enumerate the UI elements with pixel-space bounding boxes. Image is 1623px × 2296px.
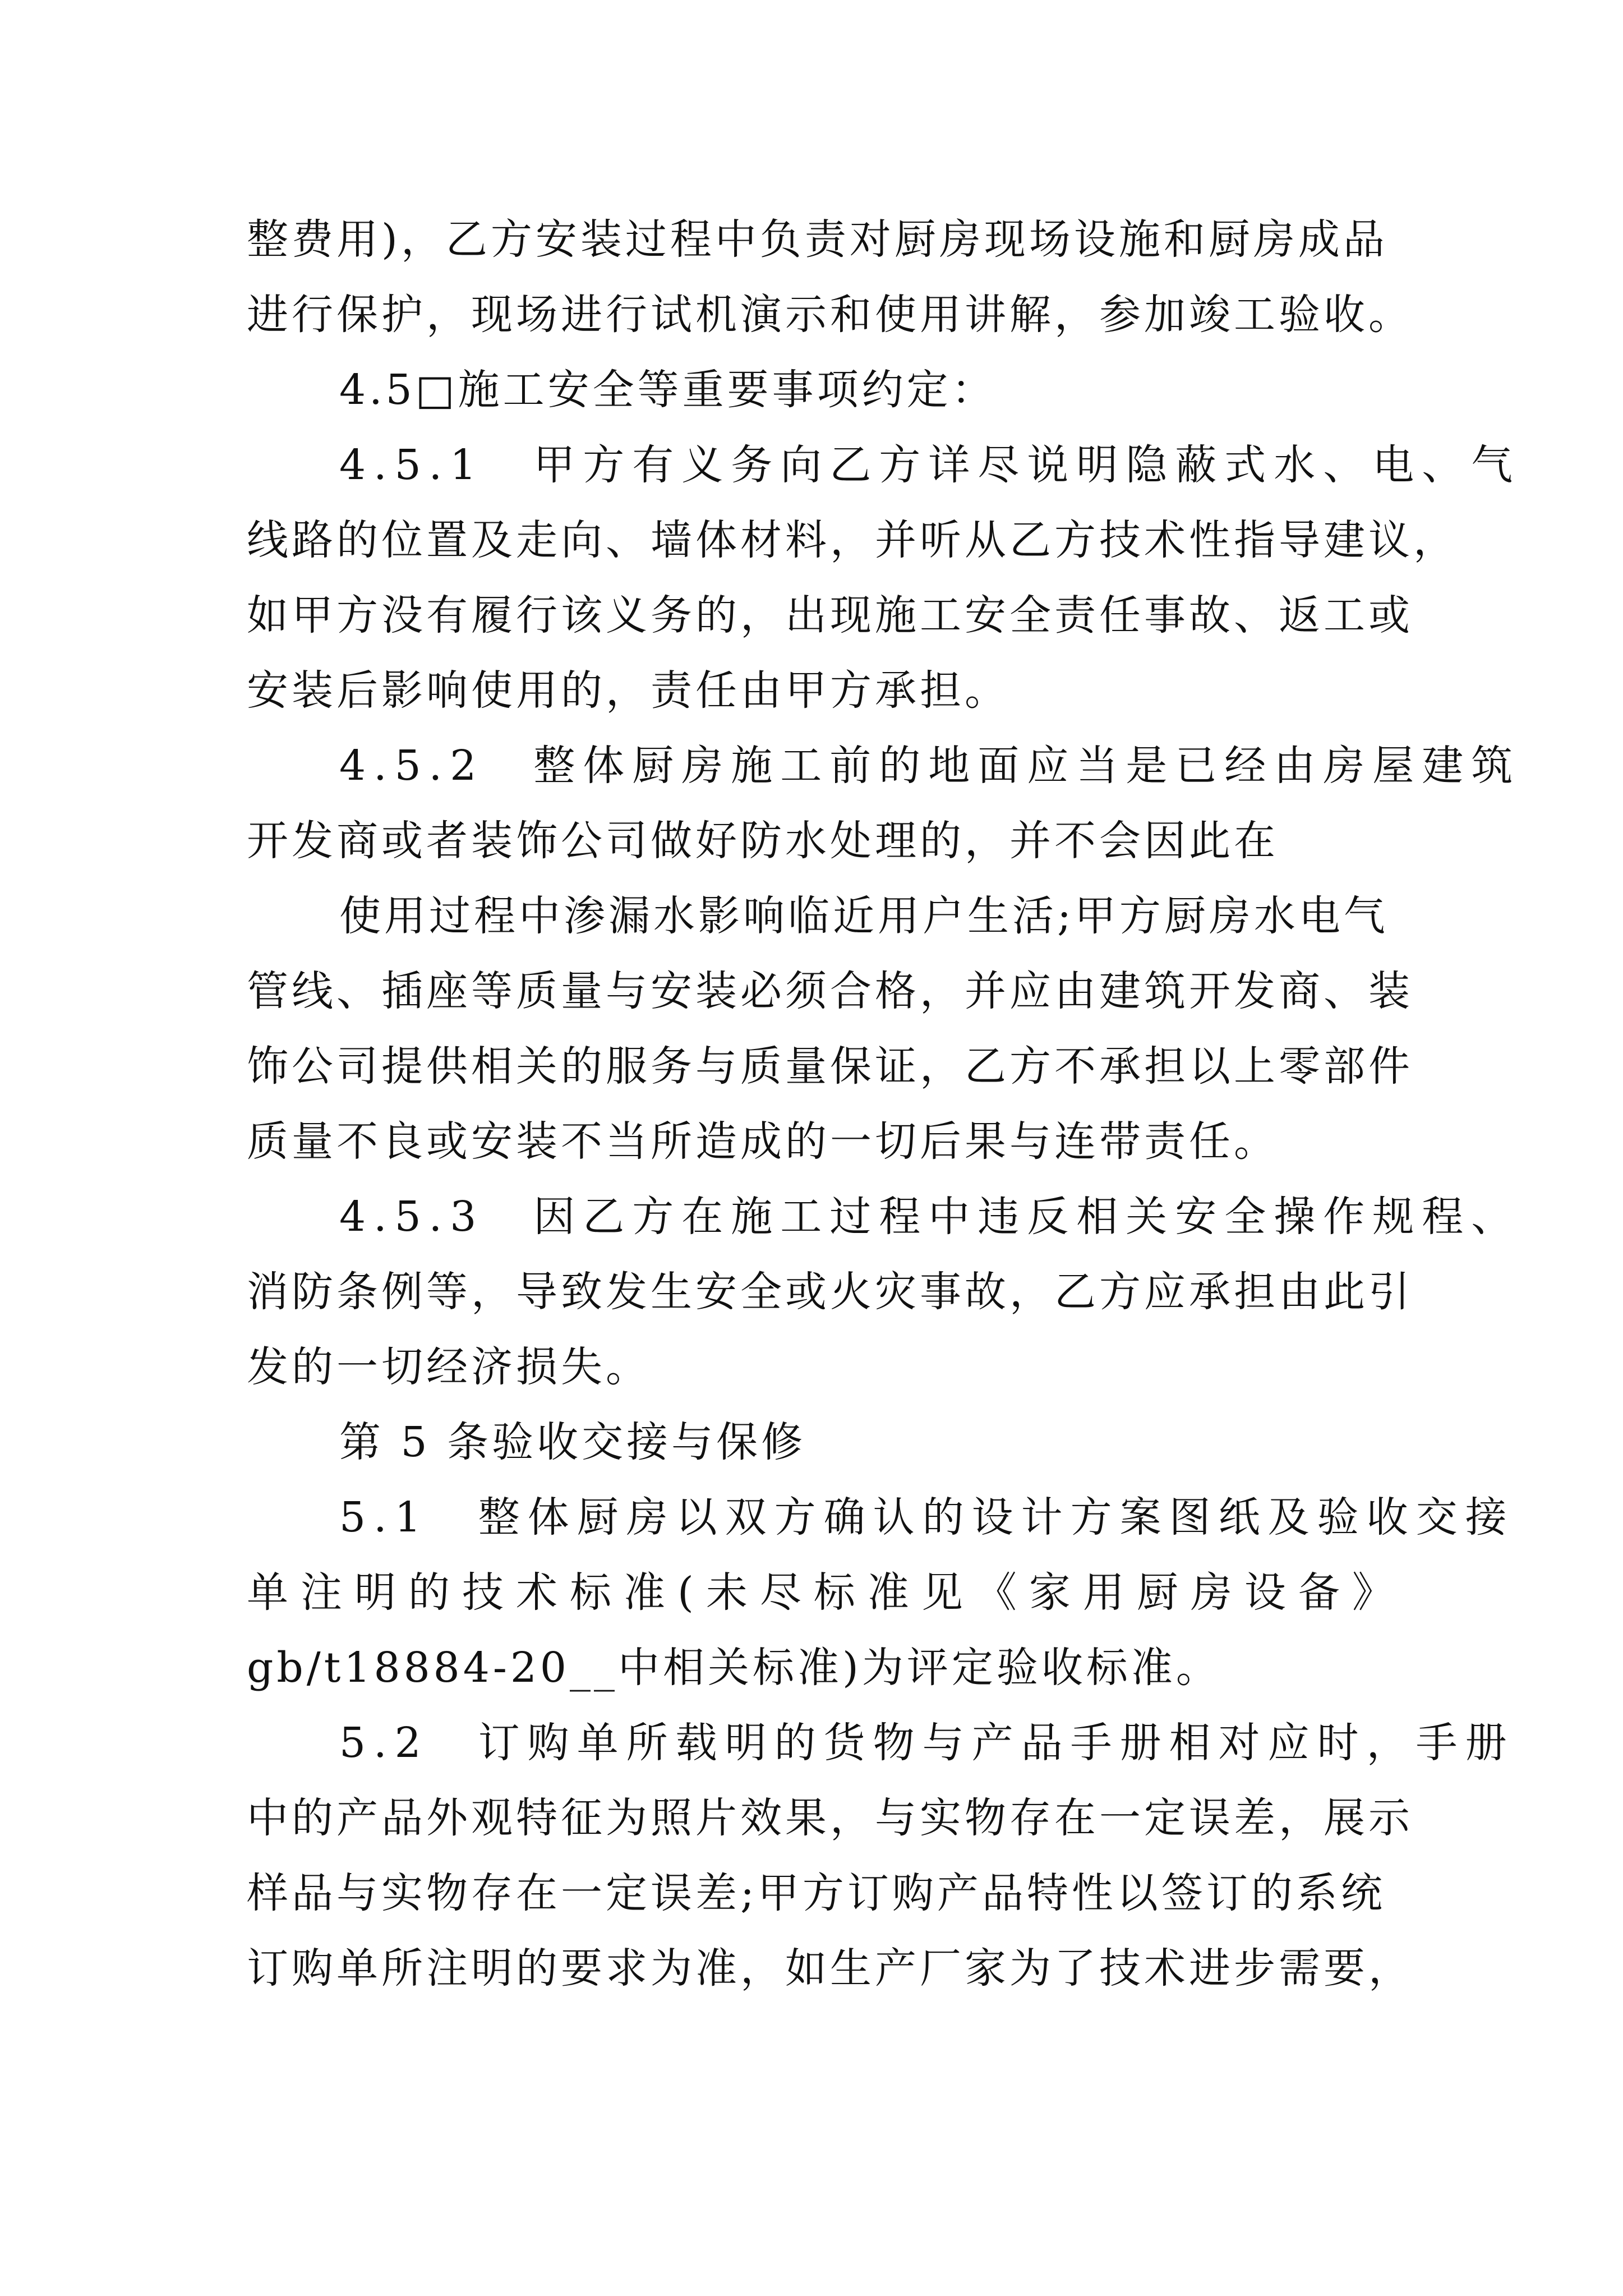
text-line: 质量不良或安装不当所造成的一切后果与连带责任。 [247,1117,1279,1166]
text-line: 开发商或者装饰公司做好防水处理的，并不会因此在 [247,817,1279,865]
clause-start: 4.5.1 甲方有义务向乙方详尽说明隐蔽式水、电、气 [339,441,1521,489]
text-line: gb/t18884-20__中相关标准)为评定验收标准。 [247,1644,1221,1692]
text-line: 使用过程中渗漏水影响临近用户生活;甲方厨房水电气 [339,892,1389,940]
section-heading: 第 5 条验收交接与保修 [339,1418,806,1466]
clause-start: 5.2 订购单所载明的货物与产品手册相对应时，手册 [339,1719,1515,1767]
text-line: 饰公司提供相关的服务与质量保证，乙方不承担以上零部件 [247,1042,1413,1091]
clause-start: 5.1 整体厨房以双方确认的设计方案图纸及验收交接 [339,1493,1515,1542]
text-line: 整费用)，乙方安装过程中负责对厨房现场设施和厨房成品 [247,215,1388,264]
text-line: 发的一切经济损失。 [247,1343,651,1391]
text-line: 中的产品外观特征为照片效果，与实物存在一定误差，展示 [247,1794,1413,1842]
text-line: 线路的位置及走向、墙体材料，并听从乙方技术性指导建议， [247,516,1458,564]
text-line: 订购单所注明的要求为准，如生产厂家为了技术进步需要， [247,1944,1413,1993]
text-line: 如甲方没有履行该义务的，出现施工安全责任事故、返工或 [247,591,1413,639]
text-line: 单注明的技术标准(未尽标准见《家用厨房设备》 [247,1568,1406,1617]
text-line: 消防条例等，导致发生安全或火灾事故，乙方应承担由此引 [247,1268,1413,1316]
text-line: 安装后影响使用的，责任由甲方承担。 [247,666,1009,715]
text-line: 样品与实物存在一定误差;甲方订购产品特性以签订的系统 [247,1869,1386,1917]
text-line: 管线、插座等质量与安装必须合格，并应由建筑开发商、装 [247,967,1413,1015]
clause-start: 4.5.2 整体厨房施工前的地面应当是已经由房屋建筑 [339,742,1521,790]
clause-start: 4.5.3 因乙方在施工过程中违反相关安全操作规程、 [339,1193,1521,1241]
text-line: 进行保护，现场进行试机演示和使用讲解，参加竣工验收。 [247,291,1413,339]
section-heading: 4.5□施工安全等重要事项约定： [339,366,997,414]
